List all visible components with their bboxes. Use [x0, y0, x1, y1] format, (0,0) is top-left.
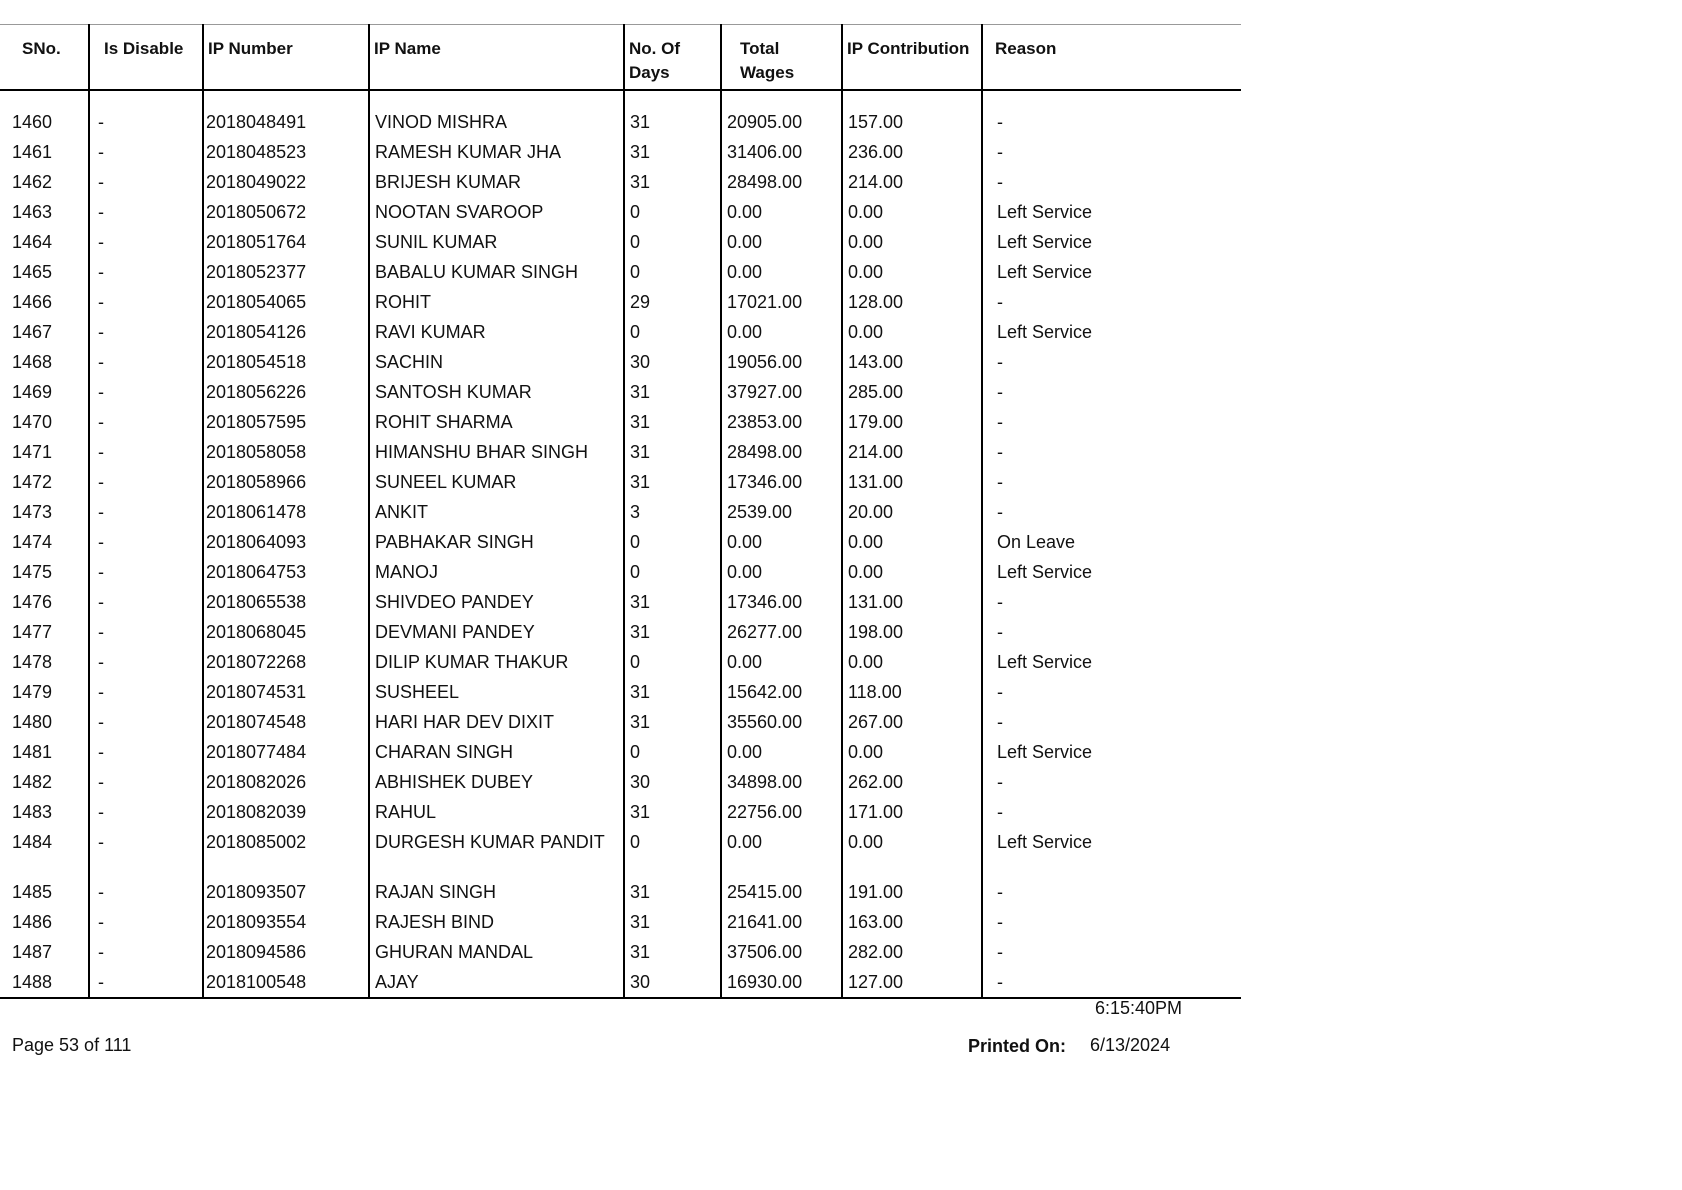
- cell-ip-number: 2018100548: [203, 967, 369, 998]
- cell-total-wages: 37506.00: [721, 937, 842, 967]
- cell-sno: 1479: [12, 682, 53, 702]
- cell-ip-contribution: 131.00: [842, 467, 982, 497]
- cell-reason: -: [982, 167, 1241, 197]
- cell-is-disable: -: [89, 587, 203, 617]
- cell-ip-contribution: 0.00: [842, 557, 982, 587]
- cell-ip-number: 2018054065: [203, 287, 369, 317]
- cell-sno: 1473: [12, 502, 53, 522]
- cell-ip-number: 2018050672: [203, 197, 369, 227]
- header-sno: SNo.: [0, 25, 89, 91]
- cell-sno: 1475: [12, 562, 53, 582]
- cell-total-wages: 28498.00: [721, 167, 842, 197]
- cell-total-wages: 31406.00: [721, 137, 842, 167]
- cell-ip-name: CHARAN SINGH: [369, 737, 624, 767]
- cell-ip-name: HARI HAR DEV DIXIT: [369, 707, 624, 737]
- cell-sno: 1466: [12, 292, 53, 312]
- header-no-of-days: No. Of Days: [624, 25, 721, 91]
- cell-total-wages: 17346.00: [721, 587, 842, 617]
- cell-ip-name: SUSHEEL: [369, 677, 624, 707]
- cell-ip-name: DILIP KUMAR THAKUR: [369, 647, 624, 677]
- cell-reason: Left Service: [982, 737, 1241, 767]
- cell-ip-name: RAJESH BIND: [369, 907, 624, 937]
- cell-sno: 1460: [12, 112, 53, 132]
- cell-ip-name: VINOD MISHRA: [369, 107, 624, 137]
- cell-reason: -: [982, 617, 1241, 647]
- cell-ip-name: SUNIL KUMAR: [369, 227, 624, 257]
- cell-ip-contribution: 179.00: [842, 407, 982, 437]
- cell-ip-contribution: 157.00: [842, 107, 982, 137]
- cell-ip-contribution: 214.00: [842, 437, 982, 467]
- cell-reason: -: [982, 497, 1241, 527]
- cell-is-disable: -: [89, 557, 203, 587]
- cell-no-of-days: 30: [624, 767, 721, 797]
- cell-is-disable: -: [89, 647, 203, 677]
- cell-ip-name: ANKIT: [369, 497, 624, 527]
- cell-ip-contribution: 20.00: [842, 497, 982, 527]
- cell-sno: 1487: [12, 942, 53, 962]
- cell-ip-number: 2018065538: [203, 587, 369, 617]
- cell-is-disable: -: [89, 907, 203, 937]
- cell-is-disable: -: [89, 407, 203, 437]
- cell-sno: 1481: [12, 742, 53, 762]
- cell-ip-name: BABALU KUMAR SINGH: [369, 257, 624, 287]
- header-row: [0, 25, 1241, 91]
- cell-no-of-days: 31: [624, 907, 721, 937]
- cell-no-of-days: 31: [624, 137, 721, 167]
- cell-no-of-days: 31: [624, 677, 721, 707]
- cell-is-disable: -: [89, 827, 203, 877]
- cell-sno: 1469: [12, 382, 53, 402]
- cell-is-disable: -: [89, 287, 203, 317]
- table-row: [0, 827, 1241, 877]
- cell-is-disable: -: [89, 797, 203, 827]
- cell-sno: 1461: [12, 142, 53, 162]
- cell-is-disable: -: [89, 377, 203, 407]
- cell-reason: -: [982, 437, 1241, 467]
- cell-ip-contribution: 171.00: [842, 797, 982, 827]
- cell-reason: -: [982, 797, 1241, 827]
- cell-total-wages: 35560.00: [721, 707, 842, 737]
- cell-sno: 1485: [12, 882, 53, 902]
- cell-sno: 1476: [12, 592, 53, 612]
- table-row: [0, 617, 1241, 647]
- cell-ip-name: RAHUL: [369, 797, 624, 827]
- cell-ip-contribution: 0.00: [842, 257, 982, 287]
- cell-ip-contribution: 0.00: [842, 527, 982, 557]
- header-reason: Reason: [982, 25, 1241, 91]
- cell-is-disable: -: [89, 737, 203, 767]
- cell-ip-name: NOOTAN SVAROOP: [369, 197, 624, 227]
- cell-total-wages: 28498.00: [721, 437, 842, 467]
- table-row: [0, 677, 1241, 707]
- cell-total-wages: 19056.00: [721, 347, 842, 377]
- cell-ip-contribution: 267.00: [842, 707, 982, 737]
- cell-ip-name: DEVMANI PANDEY: [369, 617, 624, 647]
- cell-ip-number: 2018085002: [203, 827, 369, 877]
- cell-is-disable: -: [89, 707, 203, 737]
- cell-is-disable: -: [89, 497, 203, 527]
- cell-ip-number: 2018061478: [203, 497, 369, 527]
- cell-reason: Left Service: [982, 647, 1241, 677]
- table-row: [0, 497, 1241, 527]
- cell-is-disable: -: [89, 167, 203, 197]
- cell-no-of-days: 30: [624, 967, 721, 998]
- cell-no-of-days: 0: [624, 197, 721, 227]
- cell-sno: 1484: [12, 832, 53, 852]
- cell-ip-contribution: 282.00: [842, 937, 982, 967]
- cell-sno: 1464: [12, 232, 53, 252]
- table-row: [0, 967, 1241, 998]
- table-row: [0, 437, 1241, 467]
- cell-reason: On Leave: [982, 527, 1241, 557]
- cell-reason: -: [982, 677, 1241, 707]
- cell-total-wages: 0.00: [721, 827, 842, 877]
- cell-is-disable: -: [89, 467, 203, 497]
- cell-reason: Left Service: [982, 827, 1241, 877]
- cell-ip-contribution: 0.00: [842, 197, 982, 227]
- cell-total-wages: 26277.00: [721, 617, 842, 647]
- cell-reason: -: [982, 877, 1241, 907]
- table-row: [0, 557, 1241, 587]
- cell-no-of-days: 31: [624, 407, 721, 437]
- cell-no-of-days: 29: [624, 287, 721, 317]
- cell-is-disable: -: [89, 967, 203, 998]
- cell-sno: 1471: [12, 442, 53, 462]
- table-row: [0, 167, 1241, 197]
- cell-ip-name: AJAY: [369, 967, 624, 998]
- cell-no-of-days: 31: [624, 167, 721, 197]
- cell-no-of-days: 31: [624, 377, 721, 407]
- cell-sno: 1486: [12, 912, 53, 932]
- table-row: [0, 707, 1241, 737]
- cell-no-of-days: 0: [624, 257, 721, 287]
- cell-no-of-days: 31: [624, 797, 721, 827]
- cell-is-disable: -: [89, 257, 203, 287]
- cell-reason: Left Service: [982, 197, 1241, 227]
- cell-reason: -: [982, 707, 1241, 737]
- table-row: [0, 797, 1241, 827]
- cell-ip-contribution: 118.00: [842, 677, 982, 707]
- cell-sno: 1472: [12, 472, 53, 492]
- table-row: [0, 647, 1241, 677]
- table-row: [0, 937, 1241, 967]
- cell-ip-number: 2018072268: [203, 647, 369, 677]
- cell-is-disable: -: [89, 347, 203, 377]
- cell-ip-number: 2018074531: [203, 677, 369, 707]
- cell-no-of-days: 31: [624, 707, 721, 737]
- cell-ip-name: MANOJ: [369, 557, 624, 587]
- cell-reason: -: [982, 347, 1241, 377]
- cell-ip-contribution: 0.00: [842, 647, 982, 677]
- table-row: [0, 377, 1241, 407]
- cell-ip-name: RAMESH KUMAR JHA: [369, 137, 624, 167]
- cell-ip-contribution: 143.00: [842, 347, 982, 377]
- cell-sno: 1468: [12, 352, 53, 372]
- cell-sno: 1463: [12, 202, 53, 222]
- cell-ip-number: 2018051764: [203, 227, 369, 257]
- cell-ip-name: ROHIT: [369, 287, 624, 317]
- cell-sno: 1462: [12, 172, 53, 192]
- cell-ip-contribution: 131.00: [842, 587, 982, 617]
- cell-reason: -: [982, 137, 1241, 167]
- cell-is-disable: -: [89, 197, 203, 227]
- table-row: [0, 877, 1241, 907]
- cell-sno: 1465: [12, 262, 53, 282]
- table-row: [0, 317, 1241, 347]
- table-row: [0, 737, 1241, 767]
- cell-ip-number: 2018056226: [203, 377, 369, 407]
- table-row: [0, 227, 1241, 257]
- cell-total-wages: 17346.00: [721, 467, 842, 497]
- cell-ip-contribution: 191.00: [842, 877, 982, 907]
- cell-no-of-days: 31: [624, 107, 721, 137]
- cell-ip-name: SHIVDEO PANDEY: [369, 587, 624, 617]
- cell-is-disable: -: [89, 527, 203, 557]
- cell-ip-number: 2018064093: [203, 527, 369, 557]
- contribution-table-container: [0, 24, 1241, 999]
- cell-ip-contribution: 128.00: [842, 287, 982, 317]
- cell-is-disable: -: [89, 227, 203, 257]
- cell-reason: Left Service: [982, 257, 1241, 287]
- cell-is-disable: -: [89, 877, 203, 907]
- cell-total-wages: 21641.00: [721, 907, 842, 937]
- cell-ip-name: SANTOSH KUMAR: [369, 377, 624, 407]
- cell-reason: -: [982, 287, 1241, 317]
- cell-ip-contribution: 163.00: [842, 907, 982, 937]
- contribution-table: [0, 24, 1241, 999]
- cell-total-wages: 0.00: [721, 317, 842, 347]
- cell-total-wages: 0.00: [721, 257, 842, 287]
- cell-ip-contribution: 0.00: [842, 227, 982, 257]
- cell-no-of-days: 0: [624, 317, 721, 347]
- cell-is-disable: -: [89, 437, 203, 467]
- cell-reason: Left Service: [982, 557, 1241, 587]
- cell-reason: -: [982, 107, 1241, 137]
- cell-total-wages: 20905.00: [721, 107, 842, 137]
- cell-is-disable: -: [89, 137, 203, 167]
- header-ip-contribution: IP Contribution: [842, 25, 982, 91]
- cell-is-disable: -: [89, 937, 203, 967]
- header-total-wages: Total Wages: [721, 25, 842, 91]
- cell-ip-name: ABHISHEK DUBEY: [369, 767, 624, 797]
- cell-reason: -: [982, 587, 1241, 617]
- cell-is-disable: -: [89, 767, 203, 797]
- spacer-row: [0, 90, 1241, 107]
- cell-total-wages: 0.00: [721, 197, 842, 227]
- cell-ip-contribution: 262.00: [842, 767, 982, 797]
- table-row: [0, 197, 1241, 227]
- cell-no-of-days: 31: [624, 877, 721, 907]
- table-row: [0, 137, 1241, 167]
- cell-ip-name: RAVI KUMAR: [369, 317, 624, 347]
- cell-total-wages: 25415.00: [721, 877, 842, 907]
- table-row: [0, 287, 1241, 317]
- cell-ip-name: DURGESH KUMAR PANDIT: [369, 827, 624, 877]
- cell-ip-contribution: 0.00: [842, 827, 982, 877]
- cell-ip-name: RAJAN SINGH: [369, 877, 624, 907]
- cell-ip-contribution: 0.00: [842, 317, 982, 347]
- table-row: [0, 587, 1241, 617]
- cell-ip-contribution: 198.00: [842, 617, 982, 647]
- cell-ip-number: 2018082039: [203, 797, 369, 827]
- cell-total-wages: 0.00: [721, 737, 842, 767]
- printed-on-date: 6/13/2024: [1090, 1035, 1171, 1055]
- cell-total-wages: 37927.00: [721, 377, 842, 407]
- cell-reason: -: [982, 937, 1241, 967]
- table-row: [0, 107, 1241, 137]
- cell-ip-number: 2018082026: [203, 767, 369, 797]
- cell-no-of-days: 0: [624, 557, 721, 587]
- cell-no-of-days: 31: [624, 437, 721, 467]
- cell-is-disable: -: [89, 107, 203, 137]
- cell-ip-number: 2018058966: [203, 467, 369, 497]
- printed-on-label: Printed On:: [968, 1036, 1066, 1056]
- cell-total-wages: 2539.00: [721, 497, 842, 527]
- cell-sno: 1467: [12, 322, 53, 342]
- cell-no-of-days: 30: [624, 347, 721, 377]
- cell-total-wages: 0.00: [721, 227, 842, 257]
- cell-sno: 1474: [12, 532, 53, 552]
- cell-ip-number: 2018049022: [203, 167, 369, 197]
- cell-ip-name: HIMANSHU BHAR SINGH: [369, 437, 624, 467]
- cell-no-of-days: 31: [624, 467, 721, 497]
- cell-ip-contribution: 236.00: [842, 137, 982, 167]
- cell-reason: -: [982, 377, 1241, 407]
- cell-ip-number: 2018094586: [203, 937, 369, 967]
- cell-no-of-days: 3: [624, 497, 721, 527]
- cell-is-disable: -: [89, 317, 203, 347]
- cell-ip-number: 2018068045: [203, 617, 369, 647]
- cell-ip-number: 2018048491: [203, 107, 369, 137]
- cell-sno: 1478: [12, 652, 53, 672]
- cell-ip-number: 2018093554: [203, 907, 369, 937]
- cell-ip-number: 2018074548: [203, 707, 369, 737]
- cell-ip-contribution: 127.00: [842, 967, 982, 998]
- cell-total-wages: 17021.00: [721, 287, 842, 317]
- cell-total-wages: 16930.00: [721, 967, 842, 998]
- cell-ip-name: GHURAN MANDAL: [369, 937, 624, 967]
- cell-total-wages: 22756.00: [721, 797, 842, 827]
- page-number: Page 53 of 111: [12, 1035, 132, 1055]
- table-body: [0, 90, 1241, 998]
- cell-total-wages: 0.00: [721, 527, 842, 557]
- cell-sno: 1480: [12, 712, 53, 732]
- cell-no-of-days: 0: [624, 827, 721, 877]
- cell-no-of-days: 0: [624, 227, 721, 257]
- header-ip-name: IP Name: [369, 25, 624, 91]
- cell-reason: Left Service: [982, 227, 1241, 257]
- table-row: [0, 907, 1241, 937]
- cell-ip-number: 2018054518: [203, 347, 369, 377]
- cell-ip-name: SUNEEL KUMAR: [369, 467, 624, 497]
- cell-ip-name: SACHIN: [369, 347, 624, 377]
- cell-sno: 1477: [12, 622, 53, 642]
- cell-sno: 1488: [0, 967, 89, 998]
- header-is-disable: Is Disable: [89, 25, 203, 91]
- cell-no-of-days: 31: [624, 937, 721, 967]
- cell-no-of-days: 0: [624, 737, 721, 767]
- cell-no-of-days: 0: [624, 527, 721, 557]
- cell-ip-contribution: 0.00: [842, 737, 982, 767]
- cell-no-of-days: 31: [624, 617, 721, 647]
- table-row: [0, 767, 1241, 797]
- table-row: [0, 467, 1241, 497]
- cell-ip-number: 2018064753: [203, 557, 369, 587]
- cell-total-wages: 34898.00: [721, 767, 842, 797]
- cell-total-wages: 23853.00: [721, 407, 842, 437]
- cell-total-wages: 0.00: [721, 647, 842, 677]
- cell-reason: -: [982, 767, 1241, 797]
- cell-ip-number: 2018077484: [203, 737, 369, 767]
- cell-ip-number: 2018057595: [203, 407, 369, 437]
- cell-ip-name: BRIJESH KUMAR: [369, 167, 624, 197]
- cell-is-disable: -: [89, 677, 203, 707]
- cell-reason: -: [982, 467, 1241, 497]
- table-row: [0, 407, 1241, 437]
- table-row: [0, 257, 1241, 287]
- cell-reason: -: [982, 967, 1241, 998]
- cell-ip-number: 2018058058: [203, 437, 369, 467]
- cell-ip-name: PABHAKAR SINGH: [369, 527, 624, 557]
- cell-sno: 1483: [12, 802, 53, 822]
- cell-reason: -: [982, 407, 1241, 437]
- cell-sno: 1482: [12, 772, 53, 792]
- cell-ip-number: 2018093507: [203, 877, 369, 907]
- cell-ip-number: 2018048523: [203, 137, 369, 167]
- cell-reason: Left Service: [982, 317, 1241, 347]
- cell-sno: 1470: [12, 412, 53, 432]
- cell-ip-contribution: 214.00: [842, 167, 982, 197]
- table-row: [0, 347, 1241, 377]
- cell-ip-name: ROHIT SHARMA: [369, 407, 624, 437]
- cell-ip-number: 2018052377: [203, 257, 369, 287]
- cell-total-wages: 0.00: [721, 557, 842, 587]
- header-ip-number: IP Number: [203, 25, 369, 91]
- cell-no-of-days: 31: [624, 587, 721, 617]
- cell-total-wages: 15642.00: [721, 677, 842, 707]
- table-row: [0, 527, 1241, 557]
- cell-reason: -: [982, 907, 1241, 937]
- cell-ip-contribution: 285.00: [842, 377, 982, 407]
- cell-is-disable: -: [89, 617, 203, 647]
- print-time: 6:15:40PM: [1095, 998, 1183, 1018]
- cell-no-of-days: 0: [624, 647, 721, 677]
- cell-ip-number: 2018054126: [203, 317, 369, 347]
